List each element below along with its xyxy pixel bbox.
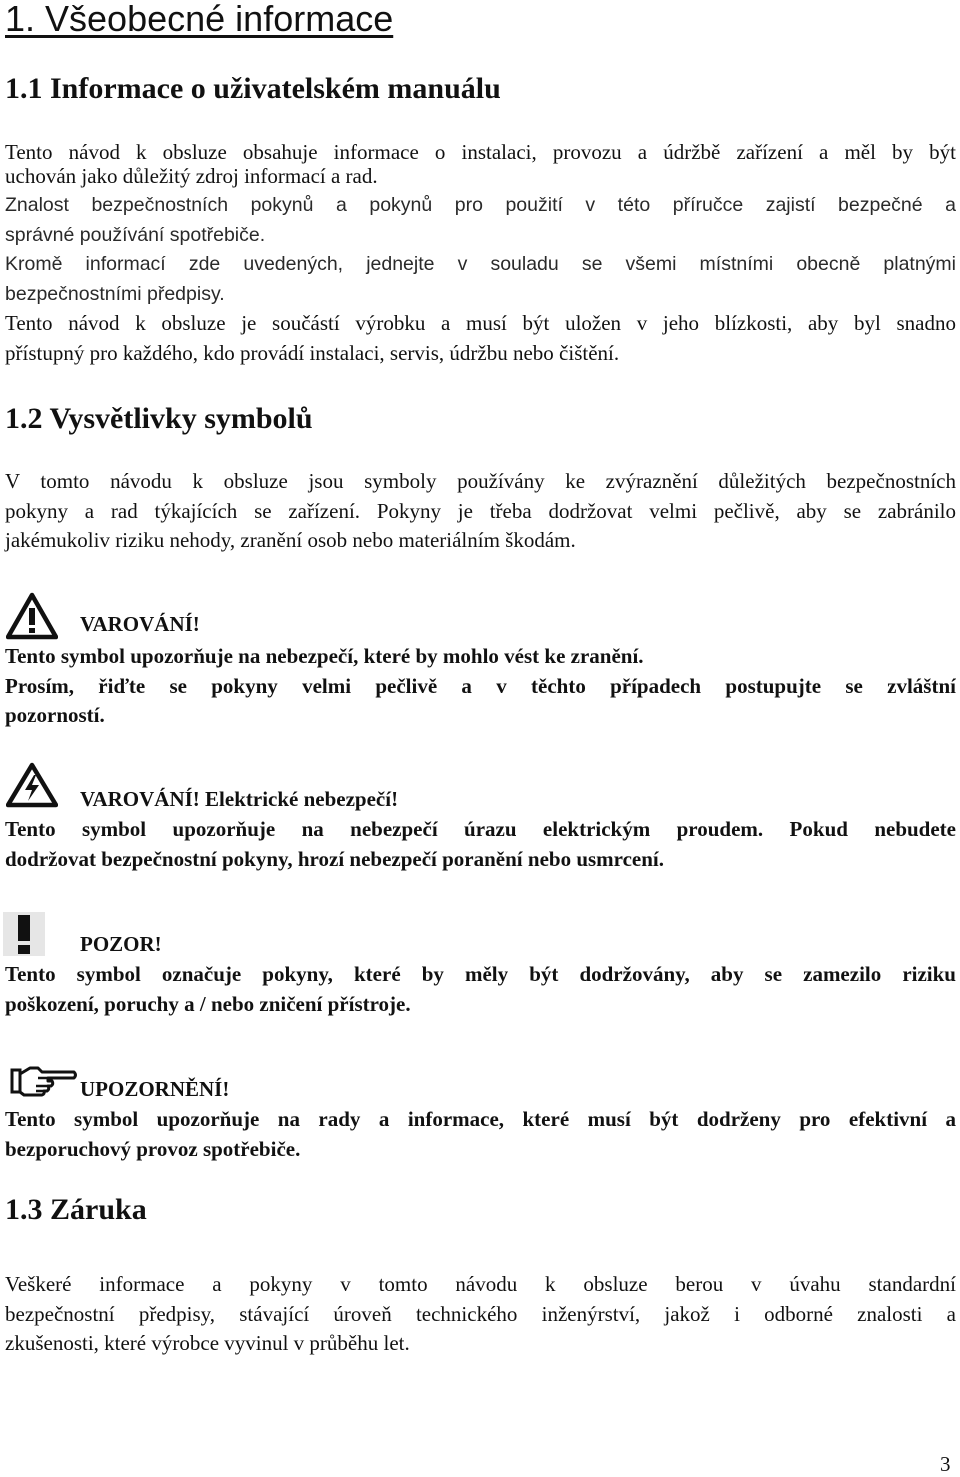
page-title: 1. Všeobecné informace <box>5 0 394 39</box>
text-line: pozorností. <box>5 703 105 727</box>
notice-title-warning: VAROVÁNÍ! <box>80 612 200 636</box>
text-line: Veškeré informace a pokyny v tomto návodu k obsluze berou v úvahu standardní <box>5 1272 956 1296</box>
electric-hazard-icon <box>6 762 58 808</box>
text-line: přístupný pro každého, kdo provádí instalaci, servis, údržbu nebo čištění. <box>5 340 620 365</box>
text-line: V tomto návodu k obsluze jsou symboly používány ke zvýraznění důležitých bezpečnostních <box>5 469 956 493</box>
text-line: Tento symbol upozorňuje na nebezpečí úrazu elektrickým proudem. Pokud nebudete <box>5 817 956 841</box>
notice-text-caution <box>5 960 956 1019</box>
section-1-1-text <box>5 138 956 368</box>
text-line: jakémukoliv riziku nehody, zranění osob nebo materiálním škodám. <box>5 528 576 552</box>
pointing-hand-icon <box>8 1062 78 1098</box>
text-line: pokyny a rad týkajících se zařízení. Pokyny je třeba dodržovat velmi pečlivě, aby se zabránilo <box>5 498 956 523</box>
text-line: bezpečnostní předpisy, stávající úroveň technického inženýrství, jakož i odborné znalosti a <box>5 1301 956 1326</box>
notice-title-note: UPOZORNĚNÍ! <box>80 1077 230 1101</box>
text-line: správné používání spotřebiče. <box>5 223 266 246</box>
text-line: uchován jako důležitý zdroj informací a rad. <box>5 163 378 188</box>
section-heading-1-2: 1.2 Vysvětlivky symbolů <box>5 402 313 435</box>
notice-title-caution: POZOR! <box>80 932 162 956</box>
section-1-2-text <box>5 467 956 556</box>
text-line: Znalost bezpečnostních pokynů a pokynů pro použití v této příručce zajistí bezpečné a <box>5 194 956 216</box>
section-heading-1-1: 1.1 Informace o uživatelském manuálu <box>5 72 501 105</box>
page-number: 3 <box>940 1452 951 1476</box>
text-line: Tento návod k obsluze obsahuje informace o instalaci, provozu a údržbě zařízení a měl by být <box>5 140 956 164</box>
notice-text-electric <box>5 815 956 874</box>
notice-title-electric: VAROVÁNÍ! Elektrické nebezpečí! <box>80 787 399 811</box>
exclamation-icon <box>3 912 45 956</box>
text-line: Kromě informací zde uvedených, jednejte v souladu se všemi místními obecně platnými <box>5 253 956 275</box>
text-line: dodržovat bezpečnostní pokyny, hrozí nebezpečí poranění nebo usmrcení. <box>5 846 665 871</box>
notice-text-note <box>5 1105 956 1164</box>
text-line: Tento symbol upozorňuje na rady a informace, které musí být dodrženy pro efektivní a <box>5 1107 956 1131</box>
text-line: zkušenosti, které výrobce vyvinul v průběhu let. <box>5 1331 410 1355</box>
text-line: poškození, poruchy a / nebo zničení přístroje. <box>5 991 411 1016</box>
text-line: Tento symbol upozorňuje na nebezpečí, které by mohlo vést ke zranění. <box>5 644 644 668</box>
text-line: bezporuchový provoz spotřebiče. <box>5 1136 301 1161</box>
text-line: Tento návod k obsluze je součástí výrobku a musí být uložen v jeho blízkosti, aby byl snadno <box>5 311 956 335</box>
notice-text-warning <box>5 642 956 731</box>
section-heading-1-3: 1.3 Záruka <box>5 1193 147 1226</box>
text-line: Tento symbol označuje pokyny, které by měly být dodržovány, aby se zamezilo riziku <box>5 962 956 986</box>
warning-triangle-icon <box>6 592 58 640</box>
text-line: Prosím, řiďte se pokyny velmi pečlivě a v těchto případech postupujte se zvláštní <box>5 673 956 698</box>
text-line: bezpečnostními předpisy. <box>5 282 225 305</box>
section-1-3-text <box>5 1270 956 1359</box>
